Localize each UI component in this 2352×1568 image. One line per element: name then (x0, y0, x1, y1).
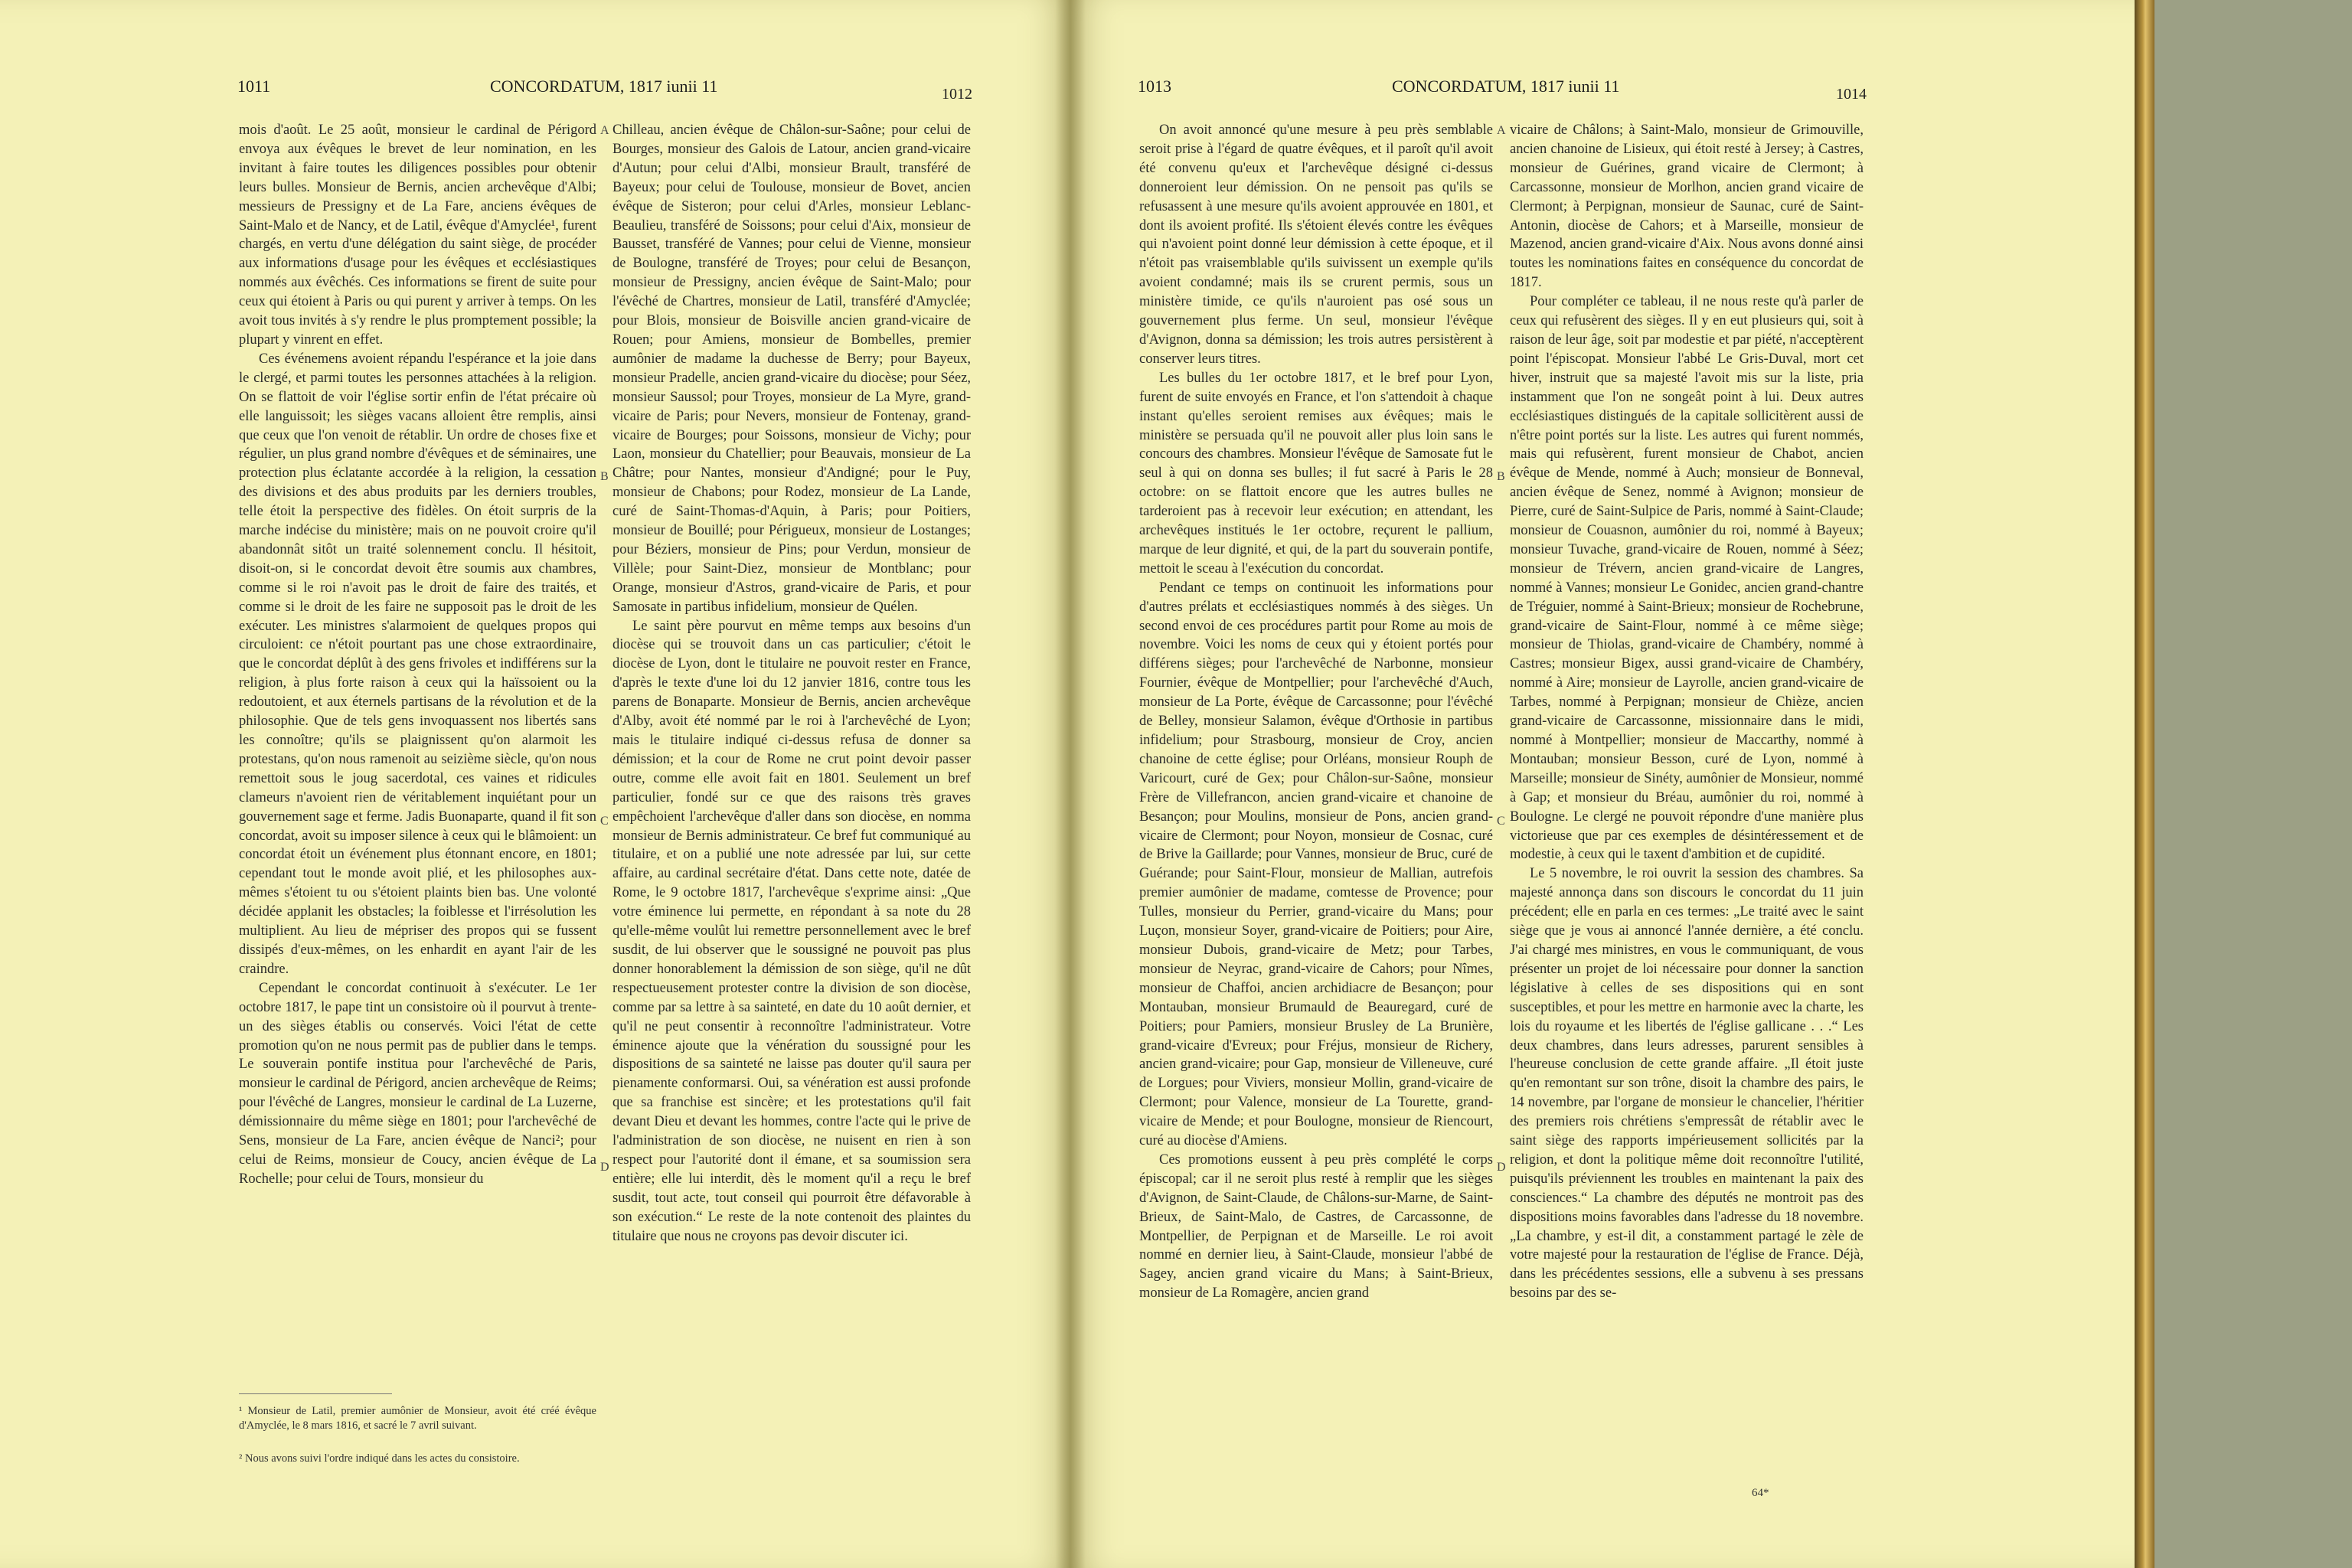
left-page-column-1 (239, 121, 596, 1189)
margin-marker-c: C (1497, 815, 1505, 828)
right-page-column-1 (1139, 121, 1493, 1303)
left-page-number-1: 1011 (237, 77, 271, 96)
paragraph: mois d'août. Le 25 août, monsieur le cardinal de Périgord envoya aux évêques le brevet de leur nomination, en les invitant à faire toutes les diligences possibles pour obtenir leurs bulles. Monsieur de Bernis, ancien archevêque d'Albi; messieurs de Pressigny et de La Fare, anciens évêques de Saint-Malo et de Nancy, et de Latil, évêque d'Amyclée¹, furent chargés, en vertu d'une délégation du saint siège, de procéder aux informations d'usage pour les évêques et ecclésiastiques nommés aux évêchés. Ces informations se firent de suite pour ceux qui étoient à Paris ou qui purent y arriver à temps. On les avoit tous invités à s'y rendre le plus promptement possible; la plupart y vinrent en effet. (239, 122, 596, 348)
margin-marker-d: D (1497, 1161, 1506, 1174)
paragraph: vicaire de Châlons; à Saint-Malo, monsieur de Grimouville, ancien chanoine de Lisieux, qui étoit resté à Jersey; à Castres, monsieur de Guérines, grand vicaire de Clermont; à Carcassonne, monsieur de Morlhon, ancien grand vicaire de Clermont; à Perpignan, monsieur de Saunac, curé de Saint-Antonin, diocèse de Cahors; et à Marseille, monsieur de Mazenod, ancien grand-vicaire d'Aix. Nous avons donné ainsi toutes les nominations faites en conséquence du concordat de 1817. (1510, 122, 1864, 291)
footnote-rule (239, 1393, 392, 1394)
paragraph: Ces promotions eussent à peu près complété le corps épiscopal; car il ne seroit plus resté à remplir que les sièges d'Avignon, de Saint-Claude, de Châlons-sur-Marne, de Saint-Brieux, de Saint-Malo, de Castres, de Carcassonne, de Montpellier, de Perpignan et de Marseille. Le roi avoit nommé en dernier lieu, à Saint-Claude, monsieur l'abbé de Sagey, ancien grand vicaire du Mans; à Saint-Brieux, monsieur de La Romagère, ancien grand (1139, 1152, 1493, 1302)
margin-marker-b: B (600, 470, 609, 483)
book-spine-edge (2135, 0, 2154, 1568)
margin-marker-a: A (600, 124, 609, 137)
paragraph: Cependant le concordat continuoit à s'exécuter. Le 1er octobre 1817, le pape tint un consistoire où il pourvut à trente-un des sièges établis ou conservés. Voici l'état de cette promotion qu'on ne nous permit pas de publier dans le temps. Le souverain pontife institua pour l'archevêché de Paris, monsieur le cardinal de Périgord, ancien archevêque de Reims; pour l'évêché de Langres, monsieur le cardinal de La Luzerne, démissionnaire du même siège en 1801; pour l'archevêché de Sens, monsieur de La Fare, ancien évêque de Nanci²; pour celui de Reims, monsieur de Coucy, ancien évêque de La Rochelle; pour celui de Tours, monsieur du (239, 980, 596, 1187)
book-gutter (1055, 0, 1086, 1568)
left-page-number-2: 1012 (942, 86, 972, 103)
right-page-header-title: CONCORDATUM, 1817 iunii 11 (1392, 77, 1620, 96)
right-page-number-1: 1013 (1138, 77, 1171, 96)
paragraph: Le saint père pourvut en même temps aux besoins d'un diocèse qui se trouvoit dans un cas particulier; c'étoit le diocèse de Lyon, dont le titulaire ne pouvoit rester en France, d'après le texte d'une loi du 12 janvier 1816, contre tous les parens de Bonaparte. Monsieur de Bernis, ancien archevêque d'Alby, avoit été nommé par le roi à l'archevêché de Lyon; mais le titulaire indiqué ci-dessus refusa de donner sa démission; et la cour de Rome ne crut point devoir passer outre, comme elle avoit fait en 1801. Seulement un bref particulier, fondé sur ce que des raisons très graves empêchoient l'archevêque d'aller dans son diocèse, en nomma monsieur de Bernis administrateur. Ce bref fut communiqué au titulaire, et on a publié une note adressée par lui, sur cette affaire, au cardinal secrétaire d'état. Dans cette note, datée de Rome, le 9 octobre 1817, l'archevêque s'exprime ainsi: „Que votre éminence lui permette, en répondant à sa note du 28 qu'elle-même voulût lui remettre personnellement avec le bref susdit, de lui observer que le soussigné ne pouvoit pas plus donner honorablement la démission de son siège, qu'il ne dût respectueusement protester contre la division de son diocèse, comme par sa lettre à sa sainteté, en date du 10 août dernier, et qu'il ne peut consentir à reconnoître l'administrateur. Votre éminence ajoute que la vénération du soussigné pour les dispositions de sa sainteté ne laisse pas douter qu'il saura per pienamente conformarsi. Oui, sa vénération est aussi profonde que sa franchise est sincère; et les protestations qu'il fait devant Dieu et devant les hommes, contre l'acte qui le prive de l'administration de son diocèse, ne nuisent en rien à son respect pour l'autorité dont il émane, et sa soumission sera entière; elle lui interdit, dès le moment qu'il a reçu le bref susdit, tout acte, tout conseil qui pourroit être défavorable à son exécution.“ Le reste de la note contenoit des plaintes du titulaire que nous ne croyons pas devoir discuter ici. (612, 618, 971, 1244)
left-page (0, 0, 1070, 1568)
paragraph: Pendant ce temps on continuoit les informations pour d'autres prélats et ecclésiastiques nommés à des sièges. Un second envoi de ces procédures partit pour Rome au mois de novembre. Voici les noms de ceux qui y étoient portés pour différens sièges; pour l'archevêché de Narbonne, monsieur Fournier, évêque de Montpellier; pour l'archevêché d'Auch, monsieur de La Porte, évêque de Carcassonne; pour l'évêché de Belley, monsieur Salamon, évêque d'Orthosie in partibus infidelium; pour Strasbourg, monsieur de Croy, ancien chanoine de cette église; pour Orléans, monsieur Rouph de Varicourt, curé de Gex; pour Châlon-sur-Saône, monsieur Frère de Villefrancon, ancien grand-vicaire et chanoine de Besançon; pour Moulins, monsieur de Pons, ancien grand-vicaire de Clermont; pour Noyon, monsieur de Cosnac, curé de Brive la Gaillarde; pour Vannes, monsieur de Bruc, curé de Guérande; pour Saint-Flour, monsieur de Mallian, autrefois premier aumônier de madame, comtesse de Provence; pour Tulles, monsieur du Perrier, grand-vicaire du Mans; pour Luçon, monsieur Soyer, grand-vicaire de Poitiers; pour Aire, monsieur Dubois, grand-vicaire de Metz; pour Tarbes, monsieur de Neyrac, grand-vicaire de Cahors; pour Nîmes, monsieur de Chaffoi, ancien archidiacre de Besançon; pour Montauban, monsieur Brumauld de Beauregard, curé de Poitiers; pour Pamiers, monsieur Brusley de La Brunière, grand-vicaire d'Evreux; pour Fréjus, monsieur de Richery, ancien grand-vicaire; pour Gap, monsieur de Villeneuve, curé de Lorgues; pour Viviers, monsieur Mollin, grand-vicaire de Clermont; pour Valence, monsieur de La Tourette, grand-vicaire de Mende; et pour Boulogne, monsieur de Riencourt, curé au diocèse d'Amiens. (1139, 580, 1493, 1149)
paragraph: Chilleau, ancien évêque de Châlon-sur-Saône; pour celui de Bourges, monsieur des Galois de Latour, ancien grand-vicaire d'Autun; pour celui d'Albi, monsieur Brault, transféré de Bayeux; pour celui de Toulouse, monsieur de Bovet, ancien évêque de Sisteron; pour celui d'Arles, monsieur Leblanc-Beaulieu, transféré de Soissons; pour celui d'Aix, monsieur de Bausset, transféré de Vannes; pour celui de Vienne, monsieur de Boulogne, transféré de Troyes; pour celui de Besançon, monsieur de Pressigny, ancien évêque de Saint-Malo; pour l'évêché de Chartres, monsieur de Latil, transféré d'Amyclée; pour Blois, monsieur de Boisville ancien grand-vicaire de Rouen; pour Amiens, monsieur de Bombelles, premier aumônier de madame la duchesse de Berry; pour Bayeux, monsieur Pradelle, ancien grand-vicaire du diocèse; pour Séez, monsieur Saussol; pour Troyes, monsieur de La Myre, grand-vicaire de Paris; pour Nevers, monsieur de Fontenay, grand-vicaire de Bourges; pour Soissons, monsieur de Vichy; pour Laon, monsieur du Chatellier; pour Beauvais, monsieur de La Châtre; pour Nantes, monsieur d'Andigné; pour le Puy, monsieur de Chabons; pour Rodez, monsieur de La Lande, curé de Saint-Thomas-d'Aquin, à Paris; pour Poitiers, monsieur de Bouillé; pour Périgueux, monsieur de Lostanges; pour Béziers, monsieur de Pins; pour Verdun, monsieur de Villèle; pour Saint-Diez, monsieur de Montblanc; pour Orange, monsieur d'Astros, grand-vicaire de Paris, et pour Samosate in partibus infidelium, monsieur de Quélen. (612, 122, 971, 615)
signature-mark: 64* (1752, 1487, 1769, 1499)
paragraph: Les bulles du 1er octobre 1817, et le bref pour Lyon, furent de suite envoyés en France, et l'on s'attendoit à chaque instant qu'elles seroient remises aux évêques; mais le ministère se persuada qu'il ne pouvoit aller plus loin sans le concours des chambres. Monsieur l'évêque de Samosate fut le seul à qui on donna ses bulles; il fut sacré à Paris le 28 octobre: on se flattoit encore que les autres bulles ne tarderoient pas à recevoir leur exécution; en attendant, les archevêques institués le 1er octobre, reçurent le pallium, marque de leur dignité, et qui, de la part du souverain pontife, mettoit le sceau à l'exécution du concordat. (1139, 370, 1493, 577)
footnote-2: ² Nous avons suivi l'ordre indiqué dans les actes du consistoire. (239, 1452, 520, 1465)
paragraph: Le 5 novembre, le roi ouvrit la session des chambres. Sa majesté annonça dans son discours le concordat du 11 juin précédent; elle en parla en ces termes: „Le traité avec le saint siège que je vous ai annoncé l'année dernière, a été conclu. J'ai chargé mes ministres, en vous le communiquant, de vous présenter un projet de loi nécessaire pour donner la sanction législative à celles de ses dispositions qui en sont susceptibles, et pour les mettre en harmonie avec la charte, les lois du royaume et les libertés de l'église gallicane . . .“ Les deux chambres, dans leurs adresses, parurent sensibles à l'heureuse conclusion de cette grande affaire. „Il étoit juste qu'en remontant sur son trône, disoit la chambre des pairs, le 14 novembre, par l'organe de monsieur le chancelier, l'héritier des premiers rois chrétiens s'empressât de rétablir avec le saint siège des rapports impérieusement sollicités par la religion, et dont la politique même doit reconnoître l'utilité, puisqu'ils préviennent les troubles en maintenant la paix des consciences.“ La chambre des députés ne montroit pas des dispositions moins favorables dans l'adresse du 18 novembre. „La chambre, y est-il dit, a constamment partagé le zèle de votre majesté pour la restauration de l'église de France. Déjà, dans les précédentes sessions, elle a subvenu à ses pressans besoins par des se- (1510, 866, 1864, 1302)
paragraph: Ces événemens avoient répandu l'espérance et la joie dans le clergé, et parmi toutes les personnes attachées à la religion. On se flattoit de voir l'église sortir enfin de l'état précaire où elle languissoit; les sièges vacans alloient être remplis, ainsi que ceux que l'on venoit de rétablir. Un ordre de choses fixe et régulier, un plus grand nombre d'évêques et de séminaires, une protection plus éclatante accordée à la religion, la cessation des divisions et des abus produits par les derniers troubles, telle étoit la perspective des fidèles. On étoit surpris de la marche indécise du ministère; mais on ne pouvoit croire qu'il abandonnât sitôt un traité solennement conclu. Il hésitoit, disoit-on, si le concordat devoit être soumis aux chambres, comme si le roi n'avoit pas le droit de faire des traités, et comme si le droit de les faire ne supposoit pas le droit de les exécuter. Les ministres s'alarmoient de quelques propos qui circuloient: ce n'étoit pourtant pas une chose extraordinaire, que le concordat déplût à des gens frivoles et indifférens sur la religion, à plus forte raison à ceux qui la haïssoient ou la redoutoient, et aux éternels partisans de la révolution et de la philosophie. Que de tels gens invoquassent nos libertés sans les connoître; qu'ils se plaignissent qu'on alarmoit les protestans, qu'on nous ramenoit au seizième siècle, qu'on nous remettoit sous le joug sacerdotal, ces vaines et ridicules clameurs n'avoient rien de véritablement inquiétant pour un gouvernement sage et ferme. Jadis Buonaparte, quand il fit son concordat, avoit su imposer silence à ceux qui le blâmoient: un concordat étoit un événement plus étonnant encore, en 1801; cependant tout le monde avoit plié, et les philosophes aux-mêmes s'étoient tu ou s'étoient plaints bien bas. Une volonté décidée applanit les obstacles; la foiblesse et l'irrésolution les multiplient. Au lieu de mépriser des propos qui se fussent dissipés d'eux-mêmes, on les enhardit en ayant l'air de les craindre. (239, 351, 596, 977)
margin-marker-c: C (600, 815, 609, 828)
paragraph: On avoit annoncé qu'une mesure à peu près semblable seroit prise à l'égard de quatre évêques, et il paroît qu'il avoit été convenu qu'eux et l'archevêque désigné ci-dessus donneroient leur démission. On ne pensoit pas qu'ils se refusassent à une mesure qu'ils avoient approuvée en 1801, et dont ils avoient profité. Ils s'étoient élevés contre les évêques qui n'avoient point donné leur démission à cette époque, et il n'étoit pas vraisemblable qu'ils suivissent un exemple qu'ils avoient condamné; mais ils se crurent permis, sous un ministère timide, ce qu'ils n'auroient pas osé sous un gouvernement plus ferme. Un seul, monsieur l'évêque d'Avignon, donna sa démission; les trois autres persistèrent à conserver leurs titres. (1139, 122, 1493, 367)
left-page-column-2 (612, 121, 971, 1246)
paragraph: Pour compléter ce tableau, il ne nous reste qu'à parler de ceux qui refusèrent des sièges. Il y en eut plusieurs qui, soit à raison de leur âge, soit par modestie et par piété, n'acceptèrent point l'épiscopat. Monsieur l'abbé Le Gris-Duval, mort cet hiver, instruit que sa majesté l'avoit mis sur la liste, pria instamment que l'on ne songeât point à lui. Deux autres ecclésiastiques distingués de la capitale sollicitèrent aussi de n'être point portés sur la liste. Les autres qui furent nommés, mais qui refusèrent, furent monsieur de Chabot, ancien évêque de Mende, nommé à Auch; monsieur de Bonneval, ancien évêque de Senez, nommé à Avignon; monsieur de Pierre, curé de Saint-Sulpice de Paris, nommé à Saint-Claude; monsieur de Couasnon, aumônier du roi, nommé à Bayeux; monsieur Tuvache, grand-vicaire de Rouen, nommé à Séez; monsieur de Trévern, ancien grand-vicaire de Langres, nommé à Vannes; monsieur Le Gonidec, ancien grand-chantre de Tréguier, nommé à Saint-Brieux; monsieur de Rochebrune, grand-vicaire de Saint-Flour, nommé à ce même siège; monsieur de Thiolas, grand-vicaire de Chambéry, nommé à Castres; monsieur Bigex, aussi grand-vicaire de Chambéry, nommé à Aire; monsieur de Layrolle, ancien grand-vicaire de Tarbes, nommé à Perpignan; monsieur de Chièze, ancien grand-vicaire de Carcassonne, missionnaire dans le midi, nommé à Montpellier; monsieur de Maccarthy, nommé à Montauban; monsieur Besson, curé de Lyon, nommé à Marseille; monsieur de Sinéty, aumônier de Monsieur, nommé à Gap; et monsieur du Bréau, aumônier du roi, nommé à Boulogne. Le clergé ne pouvoit répondre d'une manière plus victorieuse que par ces exemples de désintéressement et de modestie, à ceux qui le taxent d'ambition et de cupidité. (1510, 294, 1864, 863)
right-page (1070, 0, 2136, 1568)
margin-marker-d: D (600, 1161, 609, 1174)
margin-marker-b: B (1497, 470, 1505, 483)
margin-marker-a: A (1497, 124, 1506, 137)
right-page-column-2 (1510, 121, 1864, 1303)
right-page-number-2: 1014 (1836, 86, 1867, 103)
footnote-1: ¹ Monsieur de Latil, premier aumônier de Monsieur, avoit été créé évêque d'Amyclée, le 8 mars 1816, et sacré le 7 avril suivant. (239, 1405, 596, 1432)
background-surface (2140, 0, 2352, 1568)
left-page-header-title: CONCORDATUM, 1817 iunii 11 (490, 77, 718, 96)
